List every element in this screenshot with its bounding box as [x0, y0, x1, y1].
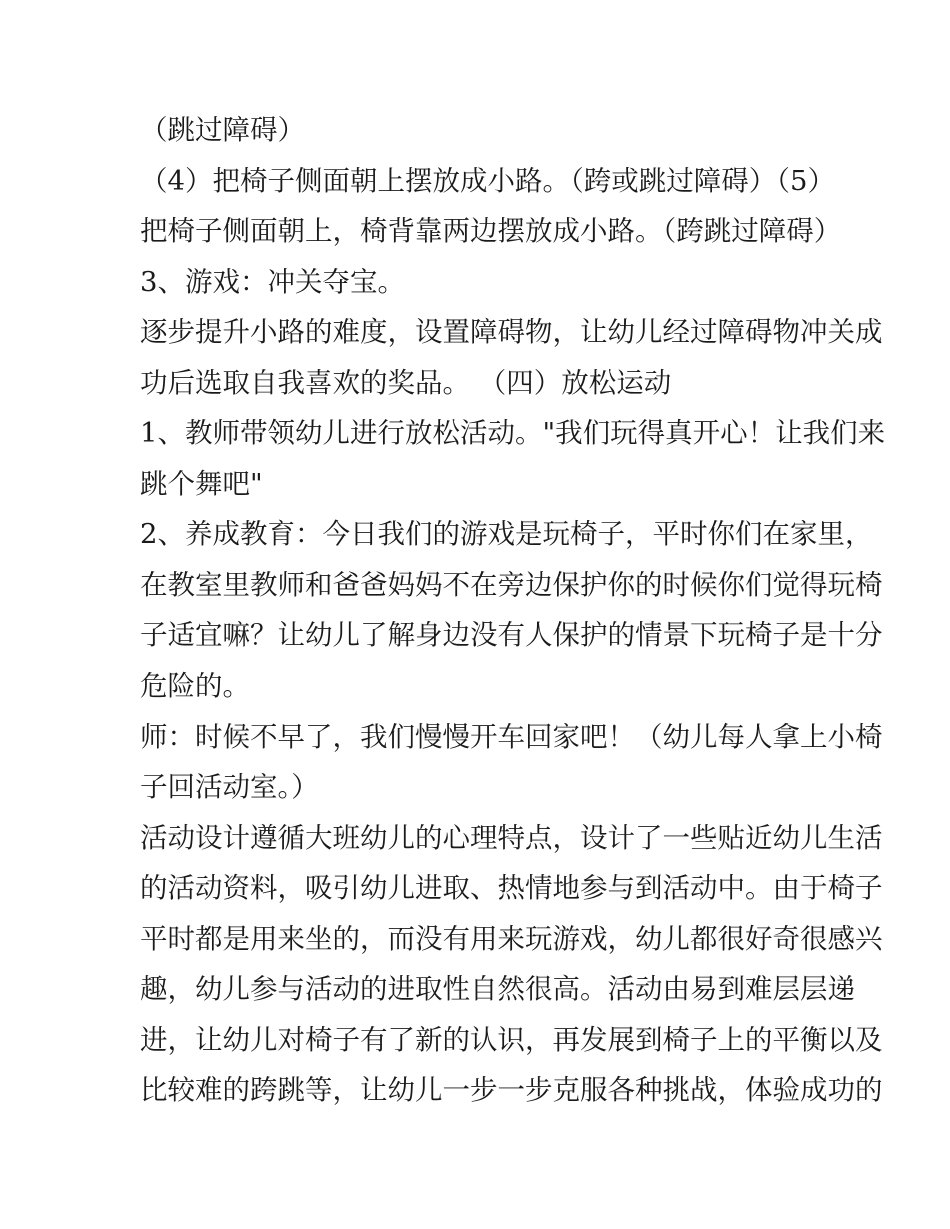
text-line: 跳个舞吧": [140, 467, 263, 500]
text-line: 1、教师带领幼儿进行放松活动。"我们玩得真开心！让我们来: [140, 417, 886, 450]
text-line: 平时都是用来坐的，而没有用来玩游戏，幼儿都很好奇很感兴: [140, 922, 883, 955]
text-line: 活动设计遵循大班幼儿的心理特点，设计了一些贴近幼儿生活: [140, 821, 883, 854]
text-line: 进，让幼儿对椅子有了新的认识，再发展到椅子上的平衡以及: [140, 1023, 883, 1056]
text-line: 的活动资料，吸引幼儿进取、热情地参与到活动中。由于椅子: [140, 872, 883, 905]
text-line: 子适宜嘛？让幼儿了解身边没有人保护的情景下玩椅子是十分: [140, 619, 883, 652]
text-line: 2、养成教育：今日我们的游戏是玩椅子，平时你们在家里，: [140, 518, 873, 551]
text-line: （4）把椅子侧面朝上摆放成小路。（跨或跳过障碍）（5）: [140, 164, 835, 197]
text-line: 逐步提升小路的难度，设置障碍物，让幼儿经过障碍物冲关成: [140, 316, 883, 349]
text-line: （跳过障碍）: [140, 114, 305, 146]
text-line: 比较难的跨跳等，让幼儿一步一步克服各种挑战，体验成功的: [140, 1074, 883, 1107]
text-line: 趣，幼儿参与活动的进取性自然很高。活动由易到难层层递: [140, 973, 855, 1006]
text-line: 把椅子侧面朝上，椅背靠两边摆放成小路。（跨跳过障碍）: [140, 215, 842, 248]
text-line: 功后选取自我喜欢的奖品。 （四）放松运动: [140, 366, 672, 399]
text-line: 在教室里教师和爸爸妈妈不在旁边保护你的时候你们觉得玩椅: [140, 568, 883, 601]
text-line: 子回活动室。）: [140, 771, 319, 804]
text-line: 师：时候不早了，我们慢慢开车回家吧！（幼儿每人拿上小椅: [140, 720, 883, 753]
document-page: [140, 105, 886, 1116]
text-line: 危险的。: [140, 670, 250, 703]
text-line: 3、游戏：冲关夺宝。: [140, 265, 405, 298]
